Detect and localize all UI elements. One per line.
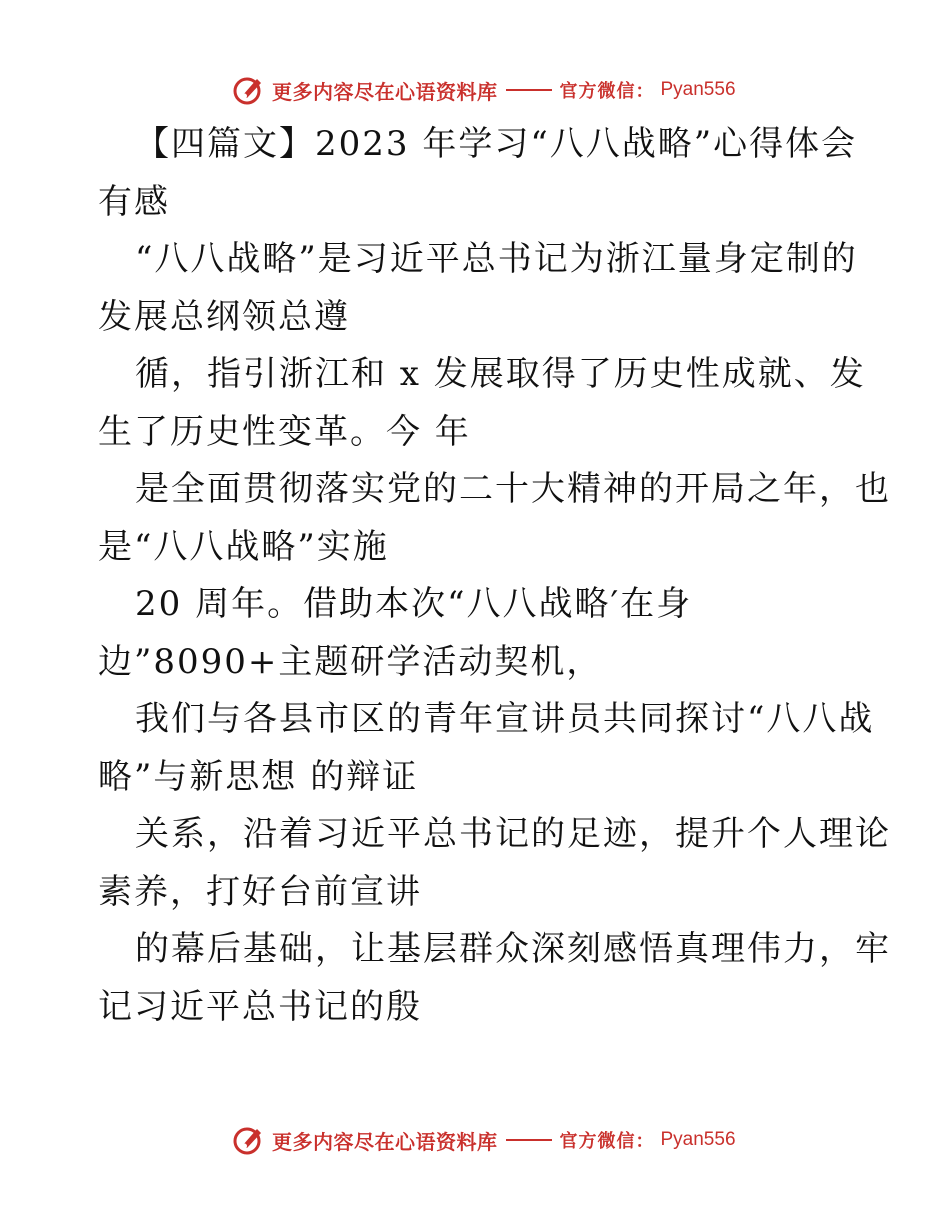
document-title-line-1: 【四篇文】2023 年学习“八八战略”心得体会 — [135, 124, 858, 164]
document-title-line-2: 有感 — [98, 181, 170, 222]
body-line: 是“八八战略”实施 — [98, 526, 389, 567]
watermark-separator — [506, 1139, 552, 1141]
body-line: 的幕后基础，让基层群众深刻感悟真理伟力，牢 — [135, 929, 891, 969]
body-line: 素养，打好台前宣讲 — [98, 871, 422, 912]
body-line: “八八战略”是习近平总书记为浙江量身定制的 — [135, 239, 858, 279]
header-watermark — [232, 70, 736, 110]
watermark-wechat-label: 官方微信： — [559, 81, 655, 102]
body-line: 循，指引浙江和 x 发展取得了历史性成就、发 — [135, 354, 866, 394]
body-line: 是全面贯彻落实党的二十大精神的开局之年，也 — [135, 469, 891, 509]
body-line: 我们与各县市区的青年宣讲员共同探讨“八八战 — [135, 699, 875, 739]
body-line: 边”8090+主题研学活动契机， — [98, 641, 603, 682]
body-line: 发展总纲领总遵 — [98, 296, 350, 337]
document-body — [98, 116, 891, 1036]
watermark-wechat-id: Pyan556 — [660, 79, 736, 100]
watermark-separator — [506, 89, 552, 91]
body-line: 略”与新思想 的辩证 — [98, 756, 419, 797]
body-line: 生了历史性变革。今 年 — [98, 411, 471, 452]
watermark-brand-text: 更多内容尽在心语资料库 — [272, 1129, 498, 1154]
watermark-wechat-label: 官方微信： — [559, 1131, 655, 1152]
pen-nib-logo-icon — [232, 73, 266, 107]
body-line: 20 周年。借助本次“八八战略′在身 — [135, 584, 693, 624]
footer-watermark — [232, 1120, 736, 1160]
watermark-brand-text: 更多内容尽在心语资料库 — [272, 79, 498, 104]
body-line: 关系，沿着习近平总书记的足迹，提升个人理论 — [135, 814, 891, 854]
pen-nib-logo-icon — [232, 1123, 266, 1157]
body-line: 记习近平总书记的殷 — [98, 986, 422, 1027]
watermark-wechat-id: Pyan556 — [660, 1129, 736, 1150]
